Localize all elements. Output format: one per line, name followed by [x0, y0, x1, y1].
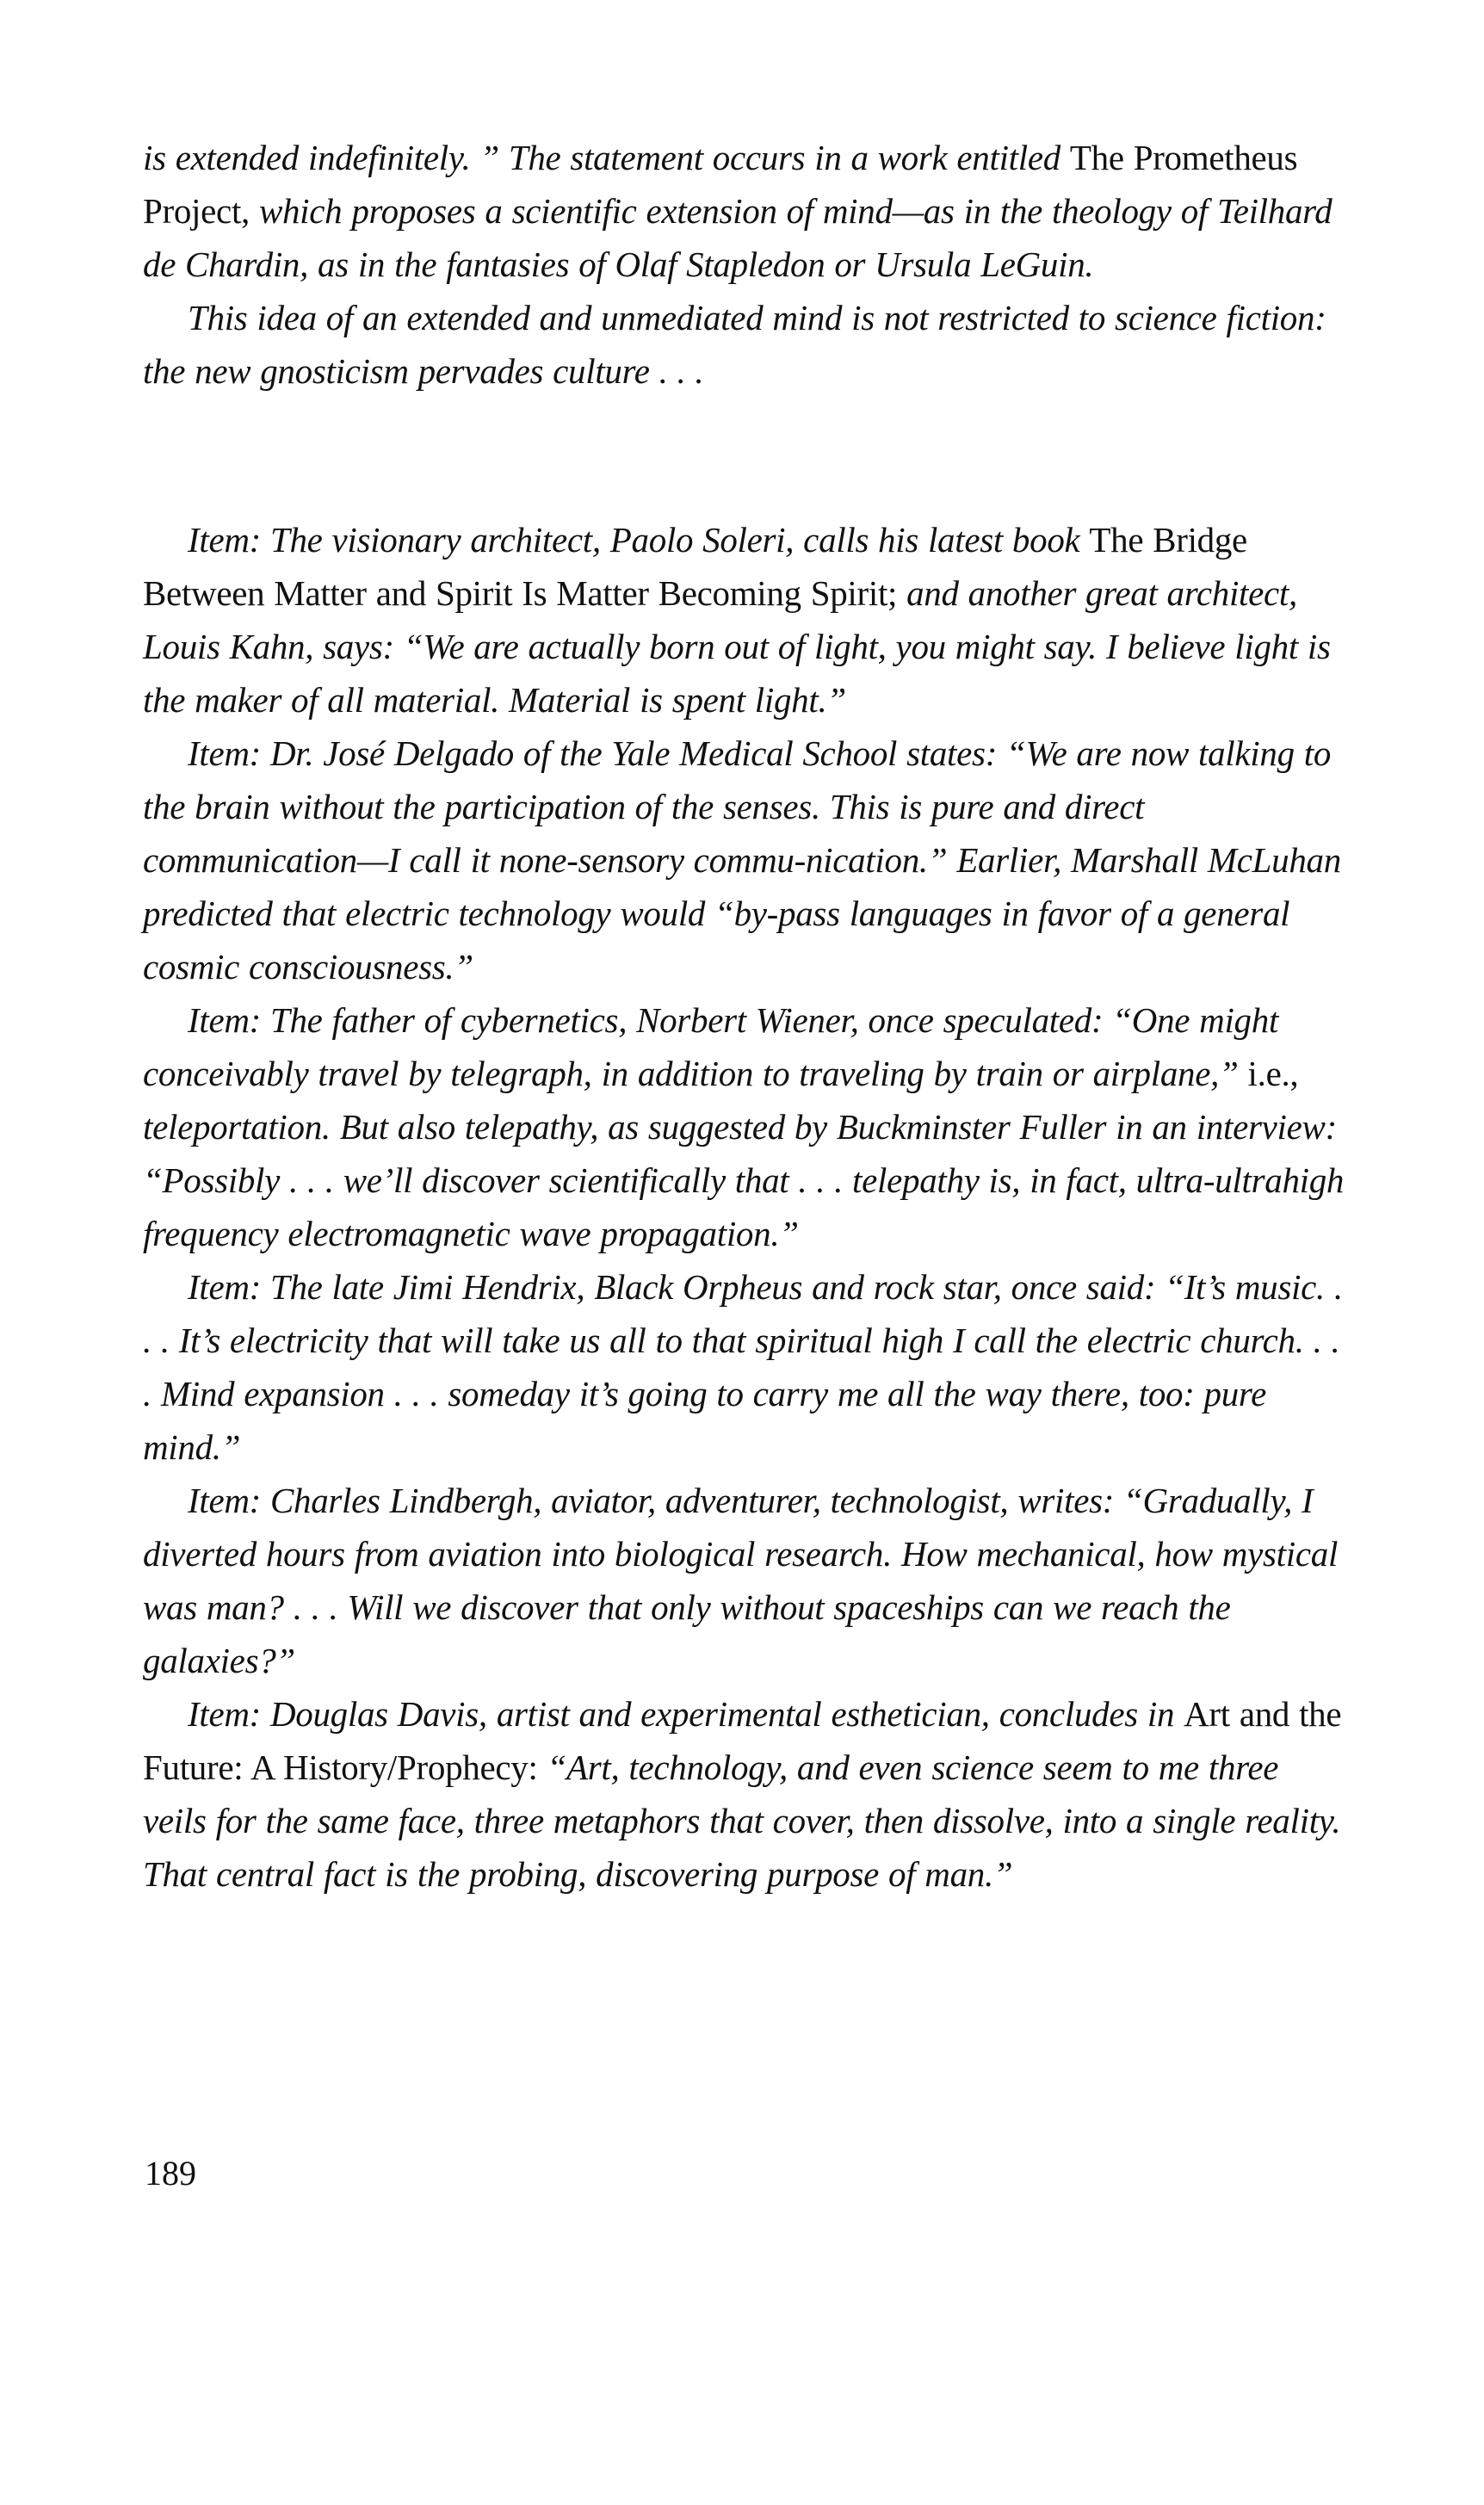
item-paragraph [143, 727, 1348, 993]
text-run: which proposes a scientific extension of mind—as in the theology of Teilhard de Chardin, as in the fantasies of Olaf Stapledon or Ursula LeGuin. [143, 191, 1333, 284]
item-paragraph [143, 993, 1348, 1260]
text-run: Item: Charles Lindbergh, aviator, adventurer, technologist, writes: “Gradually, I diverted hours from aviation into biological research. How mechanical, how mystical was man? . . . Will we discover that only without spaceships can we reach the galaxies?” [143, 1481, 1339, 1680]
text-run: This idea of an extended and unmediated mind is not restricted to science fiction: the new gnosticism pervades culture . . . [143, 298, 1326, 391]
text-block-top [143, 131, 1348, 398]
text-run: Item: Dr. José Delgado of the Yale Medical School states: “We are now talking to the brain without the participation of the senses. This is pure and direct communication—I call it none-sensory commu-nication.” Earlier, Marshall McLuhan predicted that electric technology would “by-pass languages in favor of a general cosmic consciousness.” [143, 733, 1341, 987]
text-run: Item: The late Jimi Hendrix, Black Orpheus and rock star, once said: “It’s music. . . . It’s electricity that will take us all to that spiritual high I call the electric church. . . . Mind expansion . . . someday it’s going to carry me all the way there, too: pure mind.” [143, 1267, 1343, 1467]
text-run: “Art, technology, and even science seem to me three veils for the same face, three metaphors that cover, then dissolve, into a single reality. That central fact is the probing, discovering purpose of man.” [143, 1747, 1341, 1894]
text-run: Item: The father of cybernetics, Norbert Wiener, once speculated: “One might conceivably travel by telegraph, in addition to traveling by train or airplane,” [143, 1000, 1279, 1093]
page-number: 189 [145, 2154, 196, 2193]
text-block-items [143, 513, 1348, 1901]
item-paragraph [143, 1474, 1348, 1687]
item-paragraph [143, 1687, 1348, 1901]
text-run: and another great architect, Louis Kahn, says: “We are actually born out of light, you might say. I believe light is the maker of all material. Material is spent light.” [143, 573, 1331, 720]
paragraph [143, 291, 1348, 398]
title-run: i.e., [1247, 1054, 1299, 1093]
paragraph-continuation [143, 131, 1348, 291]
item-paragraph [143, 513, 1348, 727]
item-paragraph [143, 1260, 1348, 1474]
title-run: The Bridge Between Matter and Spirit Is Matter Becoming Spirit; [143, 520, 1247, 613]
title-run: The Prometheus Project, [143, 138, 1298, 231]
text-run: Item: Douglas Davis, artist and experimental esthetician, concludes in [188, 1694, 1184, 1734]
text-run: teleportation. But also telepathy, as suggested by Buckminster Fuller in an interview: “Possibly . . . we’ll discover scientifically that . . . telepathy is, in fact, ultra-ultrahigh frequency electromagnetic wave propagation.” [143, 1107, 1345, 1253]
text-run: is extended indefinitely. ” The statement occurs in a work entitled [143, 138, 1070, 177]
text-run: Item: The visionary architect, Paolo Soleri, calls his latest book [188, 520, 1090, 560]
title-run: Art and the Future: A History/Prophecy: [143, 1694, 1342, 1787]
